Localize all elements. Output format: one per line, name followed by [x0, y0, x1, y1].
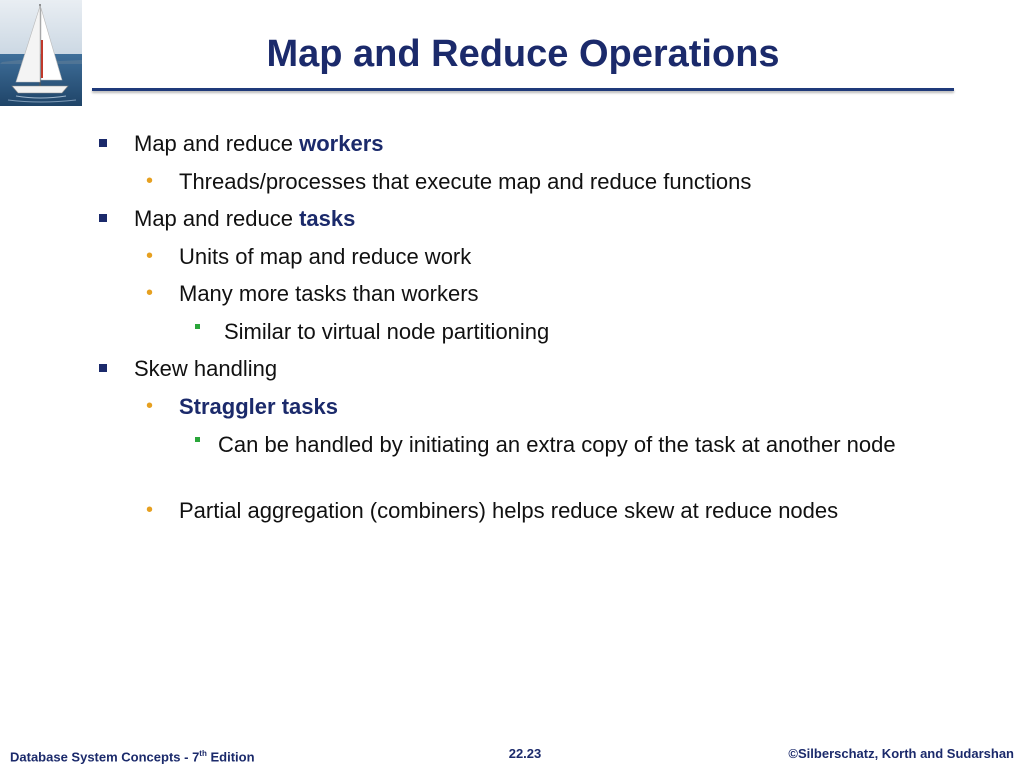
bullet-text: Similar to virtual node partitioning	[224, 319, 550, 344]
bullet-text: Many more tasks than workers	[179, 281, 479, 306]
bullet-line	[179, 280, 479, 308]
footer-edition-superscript: th	[199, 749, 207, 758]
bullet-line	[179, 243, 471, 271]
green-square-bullet-icon	[195, 437, 200, 442]
square-bullet-icon	[99, 139, 107, 147]
dot-bullet-icon: •	[146, 499, 154, 521]
bullet-line	[134, 205, 355, 233]
bullet-text: Units of map and reduce work	[179, 244, 472, 269]
bullet-text: Threads/processes that execute map and reduce functions	[179, 169, 752, 194]
footer-edition-text: Edition	[206, 749, 255, 765]
bullet-emphasis: tasks	[299, 206, 356, 231]
bullet-text: Can be handled by initiating an extra copy of the task at another node	[218, 432, 896, 457]
green-square-bullet-icon	[195, 324, 200, 329]
footer-book-title	[10, 746, 255, 765]
dot-bullet-icon: •	[146, 170, 154, 192]
bullet-emphasis: workers	[299, 131, 384, 156]
bullet-text: Skew handling	[134, 356, 278, 381]
square-bullet-icon	[99, 364, 107, 372]
bullet-line	[179, 497, 838, 525]
bullet-line	[134, 130, 384, 158]
dot-bullet-icon: •	[146, 282, 154, 304]
bullet-line	[218, 431, 918, 459]
bullet-line	[179, 393, 338, 421]
dot-bullet-icon: •	[146, 245, 154, 267]
footer-copyright: ©Silberschatz, Korth and Sudarshan	[788, 746, 1014, 761]
bullet-text: Map and reduce	[134, 206, 300, 231]
bullet-line	[179, 168, 751, 196]
footer-book-text: Database System Concepts - 7	[10, 749, 200, 765]
slide-title: Map and Reduce Operations	[266, 33, 780, 75]
bullet-text: Map and reduce	[134, 131, 300, 156]
footer-page-number: 22.23	[508, 746, 542, 761]
bullet-line	[224, 318, 549, 346]
square-bullet-icon	[99, 214, 107, 222]
bullet-line	[134, 355, 277, 383]
bullet-text: Partial aggregation (combiners) helps reduce skew at reduce nodes	[179, 498, 839, 523]
dot-bullet-icon: •	[146, 395, 154, 417]
bullet-emphasis: Straggler tasks	[179, 394, 338, 419]
